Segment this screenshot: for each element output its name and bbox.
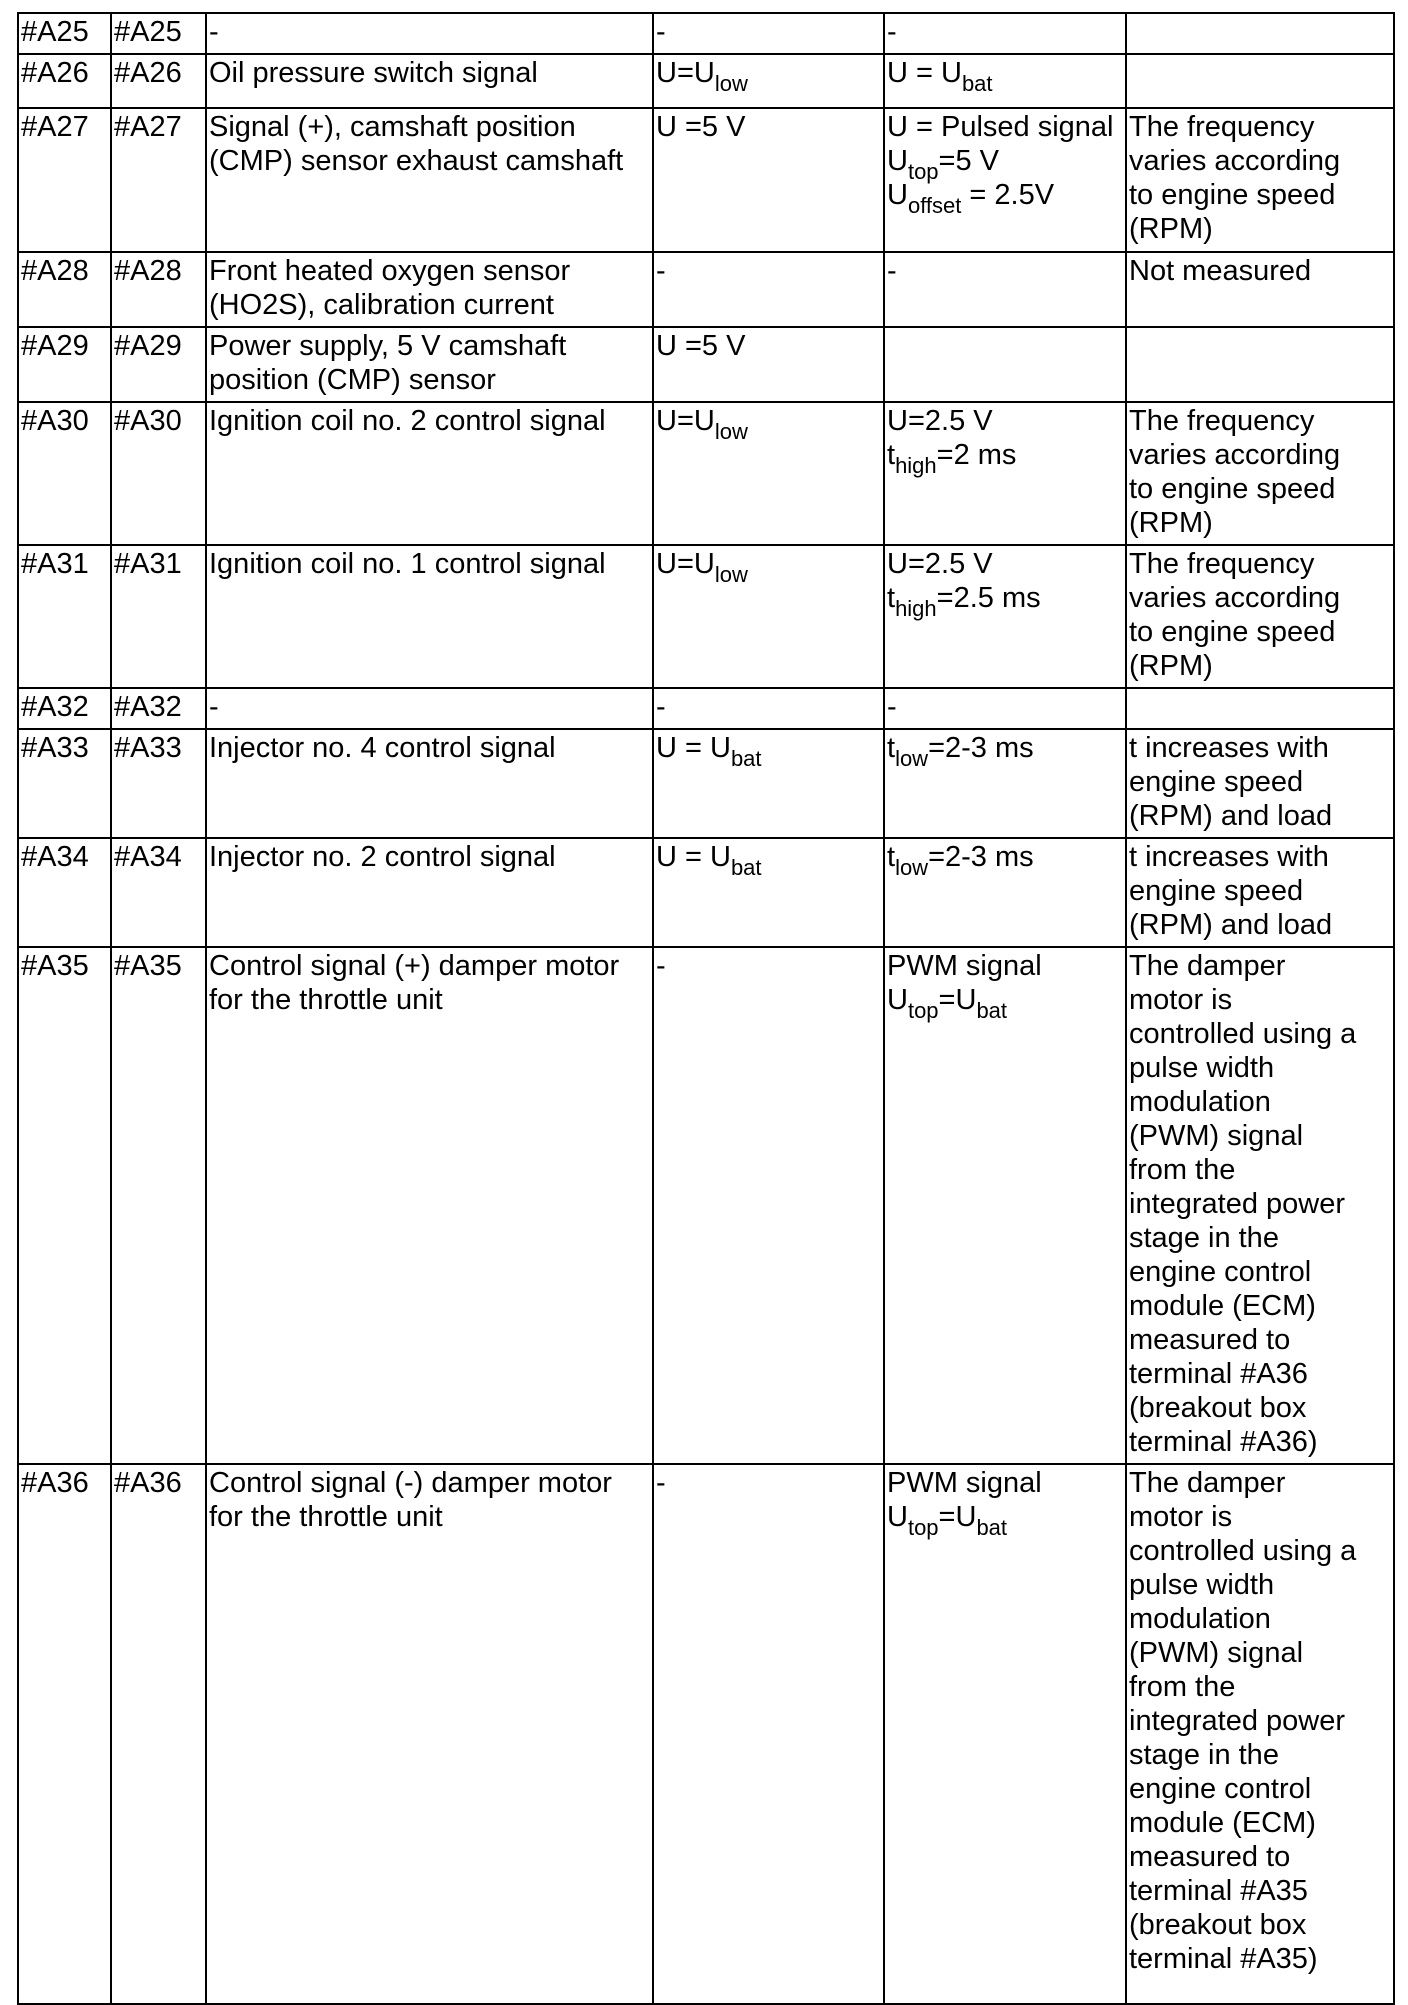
terminal-cell [18,327,111,402]
terminal-cell [18,108,111,252]
remarks-text: stage in the [1129,1222,1279,1254]
remarks-text: engine control [1129,1773,1312,1805]
breakout-terminal-cell [111,947,206,1464]
engine-running-value-cell [884,688,1126,729]
table-row [18,688,1394,729]
remarks-text: The frequency [1129,548,1315,580]
breakout-terminal-text: #A33 [114,732,182,764]
terminal-text: #A25 [21,16,89,48]
terminal-cell [18,729,111,838]
remarks-text: modulation [1129,1086,1271,1118]
remarks-text: (RPM) and load [1129,800,1333,832]
breakout-terminal-text: #A25 [114,16,182,48]
ignition-on-value-text: - [656,255,666,287]
breakout-terminal-cell [111,688,206,729]
remarks-text: The damper [1129,1467,1286,1499]
terminal-cell [18,54,111,108]
remarks-text: varies according [1129,582,1341,614]
description-text: Injector no. 4 control signal [209,732,556,764]
table-row [18,54,1394,108]
description-text: (CMP) sensor exhaust camshaft [209,145,624,177]
breakout-terminal-cell [111,108,206,252]
engine-running-value-text: $t_{low}=2-3$ ms [887,841,1034,880]
breakout-terminal-text: #A31 [114,548,182,580]
remarks-text: (RPM) [1129,507,1213,539]
engine-running-value-text: - [887,255,897,287]
terminal-cell [18,1464,111,2004]
table-row [18,13,1394,54]
remarks-cell [1126,13,1394,54]
description-cell [206,1464,653,2004]
table-row [18,1464,1394,2004]
terminal-text: #A31 [21,548,89,580]
terminal-cell [18,688,111,729]
ignition-on-value-cell [653,13,884,54]
remarks-text: (RPM) and load [1129,909,1333,941]
engine-running-value-cell [884,54,1126,108]
description-text: Ignition coil no. 1 control signal [209,548,606,580]
terminal-text: #A34 [21,841,89,873]
ignition-on-value-cell [653,252,884,327]
terminal-cell [18,947,111,1464]
engine-running-value-cell [884,327,1126,402]
remarks-text: module (ECM) [1129,1290,1316,1322]
ignition-on-value-cell [653,1464,884,2004]
ignition-on-value-cell [653,729,884,838]
remarks-text: (breakout box [1129,1392,1307,1424]
remarks-text: from the [1129,1154,1236,1186]
remarks-text: measured to [1129,1841,1291,1873]
terminal-text: #A27 [21,111,89,143]
ignition-on-value-text: - [656,950,666,982]
remarks-text: terminal #A35) [1129,1943,1318,1975]
description-cell [206,545,653,688]
table-row [18,327,1394,402]
remarks-text: module (ECM) [1129,1807,1316,1839]
engine-running-value-cell [884,838,1126,947]
remarks-text: varies according [1129,439,1341,471]
description-text: - [209,16,219,48]
remarks-text: t increases with [1129,732,1329,764]
remarks-text: measured to [1129,1324,1291,1356]
engine-running-value-text: $U_{top}=U_{bat}$ [887,984,1008,1023]
engine-running-value-text: - [887,691,897,723]
breakout-terminal-cell [111,545,206,688]
remarks-text: pulse width [1129,1569,1275,1601]
engine-running-value-cell [884,108,1126,252]
remarks-text: controlled using a [1129,1535,1357,1567]
description-cell [206,54,653,108]
table-row [18,545,1394,688]
description-text: Control signal (-) damper motor [209,1467,612,1499]
engine-running-value-text: - [887,16,897,48]
terminal-cell [18,545,111,688]
description-text: for the throttle unit [209,1501,443,1533]
terminal-text: #A32 [21,691,89,723]
remarks-text: engine speed [1129,875,1304,907]
description-text: position (CMP) sensor [209,364,496,396]
remarks-text: terminal #A35 [1129,1875,1308,1907]
terminal-text: #A29 [21,330,89,362]
terminal-text: #A30 [21,405,89,437]
description-cell [206,108,653,252]
table-row [18,838,1394,947]
breakout-terminal-cell [111,838,206,947]
breakout-terminal-text: #A35 [114,950,182,982]
terminal-cell [18,402,111,545]
remarks-cell [1126,545,1394,688]
remarks-text: controlled using a [1129,1018,1357,1050]
description-text: Injector no. 2 control signal [209,841,556,873]
description-text: Power supply, 5 V camshaft [209,330,567,362]
remarks-text: modulation [1129,1603,1271,1635]
remarks-text: (RPM) [1129,650,1213,682]
remarks-text: engine speed [1129,766,1304,798]
breakout-terminal-text: #A29 [114,330,182,362]
description-text: Ignition coil no. 2 control signal [209,405,606,437]
ignition-on-value-cell [653,54,884,108]
remarks-text: (PWM) signal [1129,1637,1304,1669]
ignition-on-value-text: $U=U_{low}$ [656,57,748,96]
remarks-text: to engine speed [1129,473,1336,505]
engine-running-value-text: $U_{offset} = 2.5V$ [887,179,1055,218]
remarks-text: engine control [1129,1256,1312,1288]
ignition-on-value-cell [653,838,884,947]
remarks-cell [1126,729,1394,838]
remarks-cell [1126,1464,1394,2004]
engine-running-value-text: $U_{top}=U_{bat}$ [887,1501,1008,1540]
ignition-on-value-text: - [656,691,666,723]
description-cell [206,327,653,402]
engine-running-value-cell [884,545,1126,688]
terminal-text: #A36 [21,1467,89,1499]
table-row [18,108,1394,252]
table-row [18,729,1394,838]
engine-running-value-text: $t_{low}=2-3$ ms [887,732,1034,771]
breakout-terminal-text: #A36 [114,1467,182,1499]
breakout-terminal-cell [111,54,206,108]
ignition-on-value-cell [653,327,884,402]
engine-running-value-text: $t_{high}=2.5$ ms [887,582,1041,621]
pinout-table-body [18,13,1394,2004]
ignition-on-value-text: U =5 V [656,111,746,143]
remarks-text: The frequency [1129,405,1315,437]
remarks-text: to engine speed [1129,616,1336,648]
engine-running-value-cell [884,13,1126,54]
terminal-cell [18,252,111,327]
breakout-terminal-text: #A27 [114,111,182,143]
remarks-text: pulse width [1129,1052,1275,1084]
remarks-text: integrated power [1129,1188,1346,1220]
description-cell [206,402,653,545]
engine-running-value-text: U = Pulsed signal [887,111,1114,143]
remarks-text: The frequency [1129,111,1315,143]
remarks-text: (PWM) signal [1129,1120,1304,1152]
breakout-terminal-text: #A30 [114,405,182,437]
breakout-terminal-cell [111,327,206,402]
terminal-cell [18,13,111,54]
remarks-cell [1126,54,1394,108]
remarks-cell [1126,688,1394,729]
ignition-on-value-text: $U=U_{low}$ [656,548,748,587]
remarks-text: t increases with [1129,841,1329,873]
table-row [18,252,1394,327]
ignition-on-value-text: $U = U_{bat}$ [656,841,762,880]
engine-running-value-cell [884,1464,1126,2004]
remarks-text: (breakout box [1129,1909,1307,1941]
ignition-on-value-cell [653,545,884,688]
engine-running-value-cell [884,947,1126,1464]
ignition-on-value-text: - [656,16,666,48]
remarks-cell [1126,327,1394,402]
description-text: for the throttle unit [209,984,443,1016]
remarks-text: The damper [1129,950,1286,982]
description-text: (HO2S), calibration current [209,289,554,321]
remarks-text: varies according [1129,145,1341,177]
ignition-on-value-text: $U = U_{bat}$ [656,732,762,771]
terminal-text: #A35 [21,950,89,982]
terminal-text: #A33 [21,732,89,764]
engine-running-value-text: PWM signal [887,950,1042,982]
ignition-on-value-cell [653,947,884,1464]
breakout-terminal-text: #A28 [114,255,182,287]
breakout-terminal-text: #A26 [114,57,182,89]
ignition-on-value-cell [653,402,884,545]
engine-running-value-text: U=2.5 V [887,405,993,437]
description-text: Oil pressure switch signal [209,57,538,89]
description-text: Signal (+), camshaft position [209,111,576,143]
remarks-text: Not measured [1129,255,1312,287]
remarks-cell [1126,108,1394,252]
description-cell [206,838,653,947]
engine-running-value-text: U=2.5 V [887,548,993,580]
breakout-terminal-cell [111,13,206,54]
description-text: Front heated oxygen sensor [209,255,571,287]
remarks-text: motor is [1129,984,1233,1016]
description-cell [206,688,653,729]
breakout-terminal-cell [111,1464,206,2004]
description-cell [206,252,653,327]
terminal-text: #A28 [21,255,89,287]
remarks-text: (RPM) [1129,213,1213,245]
terminal-cell [18,838,111,947]
ignition-on-value-text: U =5 V [656,330,746,362]
remarks-text: to engine speed [1129,179,1336,211]
ignition-on-value-text: - [656,1467,666,1499]
terminal-text: #A26 [21,57,89,89]
remarks-cell [1126,838,1394,947]
description-cell [206,13,653,54]
engine-running-value-text: $U_{top}=5$ V [887,145,1000,184]
breakout-terminal-cell [111,402,206,545]
description-text: Control signal (+) damper motor [209,950,620,982]
remarks-text: terminal #A36) [1129,1426,1318,1458]
pinout-table [17,12,1395,2005]
remarks-text: integrated power [1129,1705,1346,1737]
remarks-text: stage in the [1129,1739,1279,1771]
engine-running-value-text: $t_{high}=2$ ms [887,439,1017,478]
engine-running-value-cell [884,402,1126,545]
description-cell [206,947,653,1464]
breakout-terminal-text: #A34 [114,841,182,873]
ignition-on-value-text: $U=U_{low}$ [656,405,748,444]
table-row [18,947,1394,1464]
ignition-on-value-cell [653,108,884,252]
remarks-cell [1126,947,1394,1464]
description-cell [206,729,653,838]
engine-running-value-cell [884,252,1126,327]
breakout-terminal-text: #A32 [114,691,182,723]
remarks-cell [1126,252,1394,327]
remarks-text: from the [1129,1671,1236,1703]
table-row [18,402,1394,545]
breakout-terminal-cell [111,729,206,838]
engine-running-value-text: PWM signal [887,1467,1042,1499]
engine-running-value-cell [884,729,1126,838]
remarks-cell [1126,402,1394,545]
engine-running-value-text: $U = U_{bat}$ [887,57,993,96]
remarks-text: motor is [1129,1501,1233,1533]
description-text: - [209,691,219,723]
ignition-on-value-cell [653,688,884,729]
breakout-terminal-cell [111,252,206,327]
remarks-text: terminal #A36 [1129,1358,1308,1390]
